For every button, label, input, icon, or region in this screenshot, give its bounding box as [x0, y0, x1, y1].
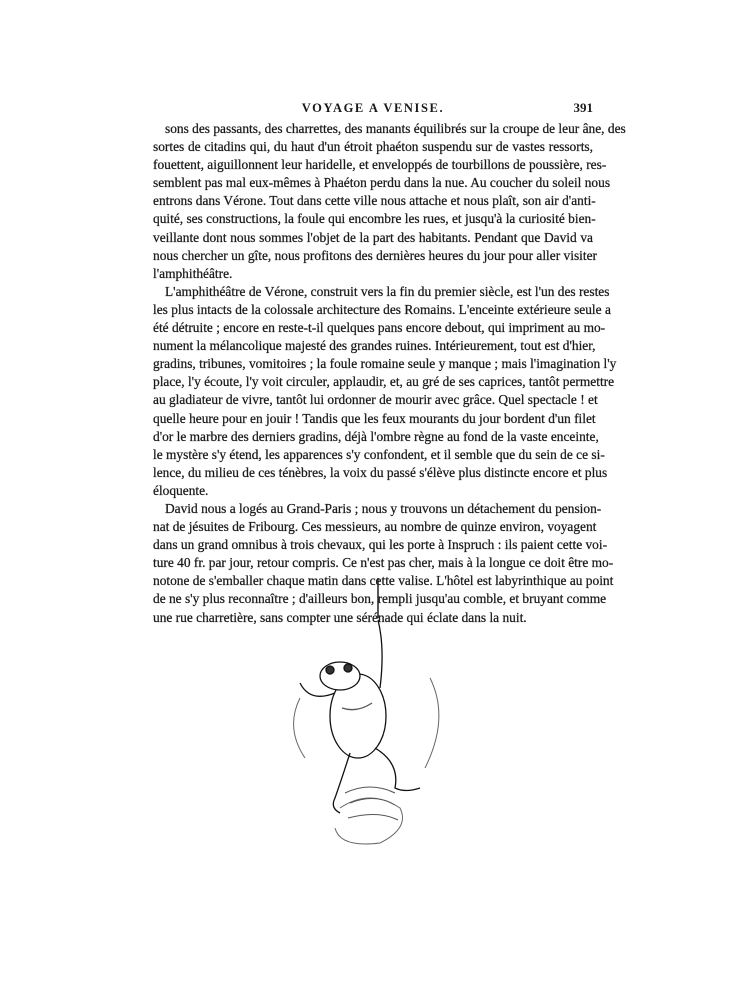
running-title: VOYAGE A VENISE. — [301, 101, 445, 115]
frog — [300, 620, 420, 813]
text-line: nat de jésuites de Fribourg. Ces messieurs, au nombre de quinze environ, voyagent — [153, 519, 597, 535]
text-line: au gladiateur de vivre, tantôt lui ordonner de mourir avec grâce. Quel spectacle ! et — [153, 392, 598, 408]
text-line: les plus intacts de la colossale architecture des Romains. L'enceinte extérieure seule a — [153, 301, 611, 317]
text-line: L'amphithéâtre de Vérone, construit vers la fin du premier siècle, est l'un des restes — [165, 283, 610, 299]
text-line: notone de s'emballer chaque matin dans cette valise. L'hôtel est labyrinthique au point — [153, 573, 614, 589]
text-line: fouettent, aiguillonnent leur haridelle, et enveloppés de tourbillons de poussière, res- — [153, 157, 607, 173]
text-line: d'or le marbre des derniers gradins, déjà l'ombre règne au fond de la vaste enceinte, — [153, 428, 599, 444]
text-line: sons des passants, des charrettes, des manants équilibrés sur la croupe de leur âne, des — [165, 121, 626, 136]
page-number: 391 — [573, 100, 593, 115]
frog-illustration — [280, 578, 460, 848]
text-line: une rue charretière, sans compter une sérénade qui éclate dans la nuit. — [153, 609, 527, 625]
text-line: semblent pas mal eux-mêmes à Phaéton perdu dans la nue. Au coucher du soleil nous — [153, 175, 611, 191]
text-line: ture 40 fr. par jour, retour compris. Ce n'est pas cher, mais à la longue ce doit être mo- — [153, 555, 614, 571]
page-header — [153, 99, 593, 117]
text-line: lence, du milieu de ces ténèbres, la voix du passé s'élève plus distincte encore et plus — [153, 464, 608, 480]
text-line: nous chercher un gîte, nous profitons des dernières heures du jour pour aller visiter — [153, 247, 597, 263]
text-line: sortes de citadins qui, du haut d'un étroit phaéton suspendu sur de vastes ressorts, — [153, 139, 593, 155]
text-line: entrons dans Vérone. Tout dans cette ville nous attache et nous plaît, son air d'anti- — [153, 193, 596, 209]
text-line: nument la mélancolique majesté des grandes ruines. Intérieurement, tout est d'hier, — [153, 338, 596, 354]
text-line: l'amphithéâtre. — [153, 265, 233, 281]
text-line: le mystère s'y étend, les apparences s'y confondent, et il semble que du sein de ce si- — [153, 446, 605, 462]
text-line: gradins, tribunes, vomitoires ; la foule romaine seule y manque ; mais l'imagination l'y — [153, 356, 617, 372]
text-line: quité, ses constructions, la foule qui encombre les rues, et jusqu'à la curiosité bien- — [153, 211, 596, 227]
text-line: veillante dont nous sommes l'objet de la part des habitants. Pendant que David va — [153, 229, 593, 245]
text-line: été détruite ; encore en reste-t-il quelques pans encore debout, qui impriment au mo- — [153, 320, 606, 336]
text-line: dans un grand omnibus à trois chevaux, qui les porte à Inspruch : ils paient cette voi- — [153, 537, 608, 553]
text-line: place, l'y écoute, l'y voit circuler, applaudir, et, au gré de ses caprices, tantôt permettre — [153, 374, 615, 390]
text-line: éloquente. — [153, 482, 209, 498]
text-line: quelle heure pour en jouir ! Tandis que les feux mourants du jour bordent d'un filet — [153, 410, 596, 426]
text-line: de ne s'y plus reconnaître ; d'ailleurs bon, rempli jusqu'au comble, et bruyant comme — [153, 591, 607, 607]
body-text — [153, 120, 626, 627]
text-line: David nous a logés au Grand-Paris ; nous y trouvons un détachement du pension- — [165, 500, 602, 516]
